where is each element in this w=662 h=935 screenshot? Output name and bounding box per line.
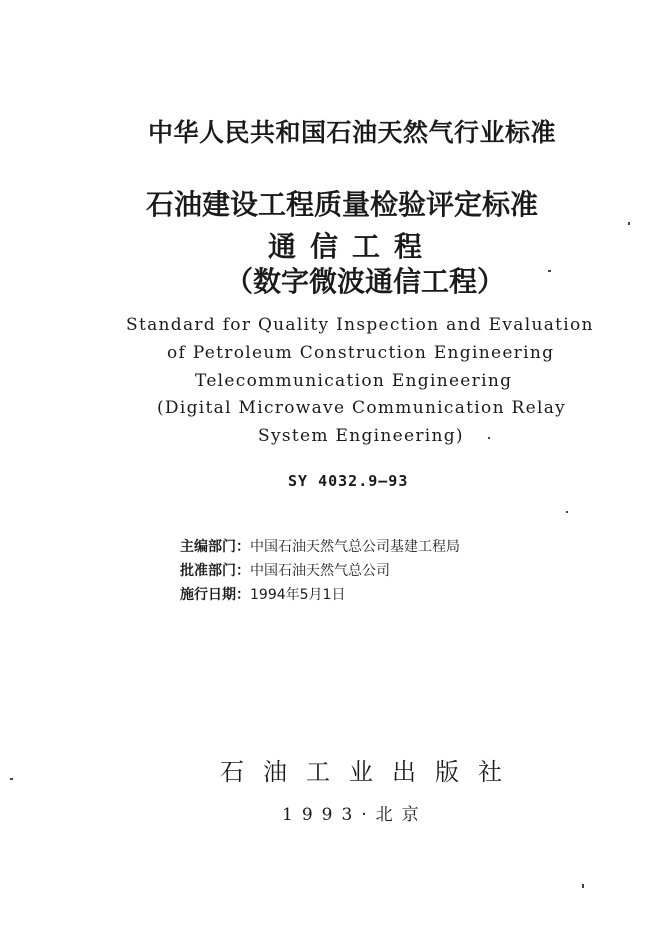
english-title-line-4: (Digital Microwave Communication Relay (157, 398, 567, 418)
meta-approver (180, 560, 390, 580)
english-title-line-3: Telecommunication Engineering (195, 371, 513, 391)
date-label: 施行日期： (180, 587, 250, 603)
english-title-line-5: System Engineering) (258, 426, 464, 446)
title-line-1: 石油建设工程质量检验评定标准 (146, 188, 539, 221)
meta-editor (180, 536, 460, 556)
editor-label: 主编部门： (180, 539, 250, 555)
scan-speck (566, 511, 568, 513)
english-title-line-2: of Petroleum Construction Engineering (167, 343, 555, 363)
date-value: 1994年5月1日 (250, 587, 346, 603)
approver-label: 批准部门： (180, 563, 250, 579)
standard-number: SY 4032.9—93 (288, 472, 409, 490)
title-line-2: 通信工程 (268, 230, 437, 263)
scan-speck (10, 778, 13, 780)
meta-date (180, 584, 345, 604)
english-title-line-1: Standard for Quality Inspection and Evaluation (126, 315, 594, 335)
scan-speck (488, 437, 490, 439)
title-line-3: （数字微波通信工程） (225, 265, 506, 298)
publication-year-place: 1993·北京 (282, 805, 428, 825)
approver-value: 中国石油天然气总公司 (250, 563, 390, 579)
scan-speck (628, 222, 630, 225)
publisher: 石油工业出版社 (220, 758, 521, 786)
scan-speck (548, 270, 551, 272)
standard-category: 中华人民共和国石油天然气行业标准 (148, 118, 557, 147)
editor-value: 中国石油天然气总公司基建工程局 (250, 539, 460, 555)
scan-speck (582, 884, 584, 888)
